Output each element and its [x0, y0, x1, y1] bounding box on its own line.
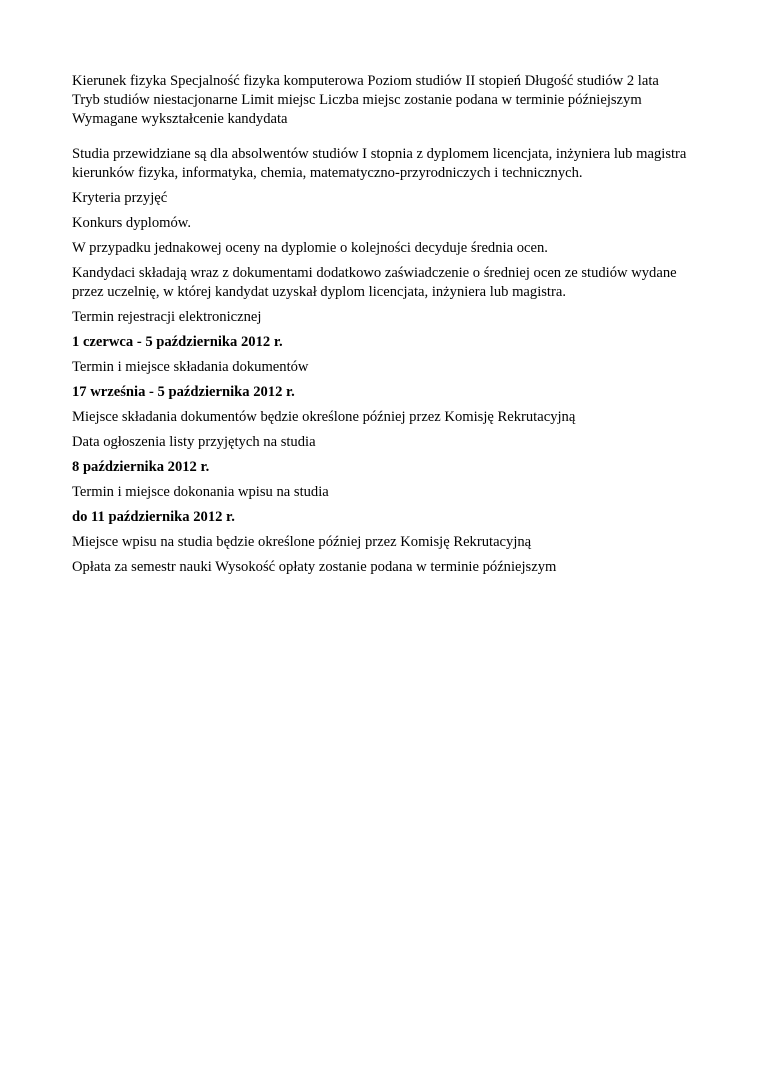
requirements-text: Studia przewidziane są dla absolwentów studiów I stopnia z dyplomem licencjata, inżyniera lub magistra kierunków fizyka, informatyka, chemia, matematyczno-przyrodniczych i technicznych.: [72, 146, 687, 181]
tie-break-rule-text: W przypadku jednakowej oceny na dyplomie o kolejności decyduje średnia ocen.: [72, 240, 548, 256]
admission-criteria-text: Konkurs dyplomów.: [72, 215, 192, 231]
program-summary: Kierunek fizyka Specjalność fizyka komputerowa Poziom studiów II stopień Długość studiów 2 lata Tryb studiów niestacjonarne Limit miejsc Liczba miejsc zostanie podana w terminie późniejszym Wymagane wykształcenie kandydata: [72, 73, 659, 127]
enrollment-place: Miejsce wpisu na studia będzie określone później przez Komisję Rekrutacyjną: [72, 534, 532, 550]
documents-submission-place: Miejsce składania dokumentów będzie określone później przez Komisję Rekrutacyjną: [72, 409, 576, 425]
enrollment-label: Termin i miejsce dokonania wpisu na studia: [72, 484, 329, 500]
enrollment-date: do 11 października 2012 r.: [72, 509, 235, 525]
admission-criteria-heading: Kryteria przyjęć: [72, 190, 168, 206]
grade-certificate-text: Kandydaci składają wraz z dokumentami dodatkowo zaświadczenie o średniej ocen ze studiów wydane przez uczelnię, w której kandydat uzyskał dyplom licencjata, inżyniera lub magistra.: [72, 265, 677, 300]
documents-submission-date: 17 września - 5 października 2012 r.: [72, 384, 295, 400]
documents-submission-label: Termin i miejsce składania dokumentów: [72, 359, 309, 375]
tuition-fee-text: Opłata za semestr nauki Wysokość opłaty zostanie podana w terminie późniejszym: [72, 559, 557, 575]
results-announcement-label: Data ogłoszenia listy przyjętych na studia: [72, 434, 316, 450]
registration-period-date: 1 czerwca - 5 października 2012 r.: [72, 334, 283, 350]
results-announcement-date: 8 października 2012 r.: [72, 459, 210, 475]
registration-period-label: Termin rejestracji elektronicznej: [72, 309, 262, 325]
document-body: [72, 72, 688, 583]
